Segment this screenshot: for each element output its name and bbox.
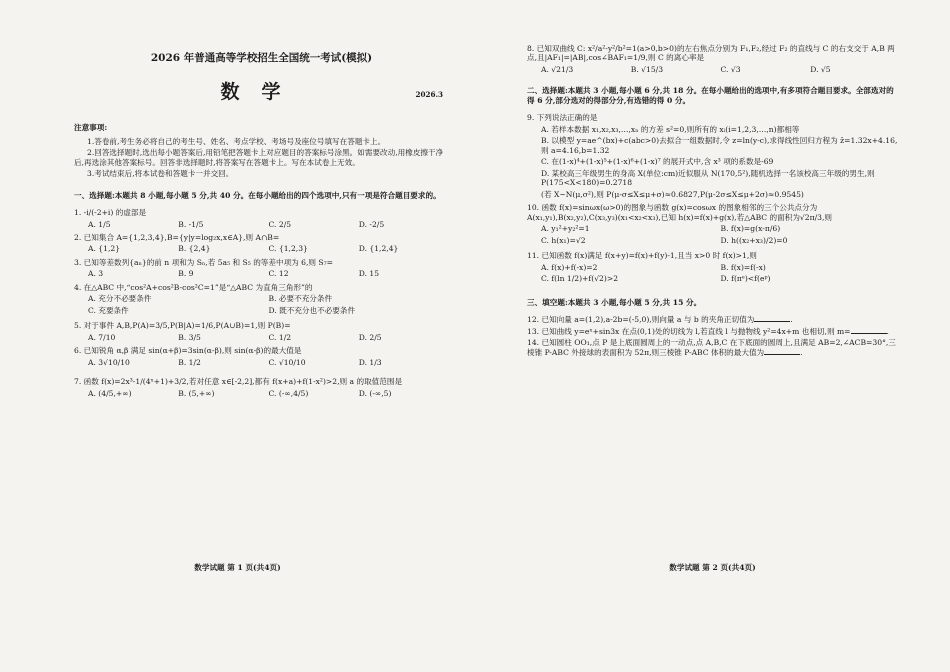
option: C. √10/10	[268, 357, 306, 367]
options-11	[541, 263, 900, 286]
option: D. 1/3	[358, 357, 382, 367]
option: C. 在(1-x)⁴+(1-x)⁵+(1-x)⁶+(1-x)⁷ 的展开式中,含 x³ 项的系数是-69	[541, 157, 774, 167]
option: D. f(πᵉ)<f(eᵖ)	[720, 274, 771, 284]
question-6: 6. 已知锐角 α,β 满足 sin(α+β)=3sin(α-β),则 sin(α-β)的最大值是	[74, 346, 302, 356]
option: D. h((x₂+x₃)/2)=0	[720, 235, 788, 245]
option: A. 若样本数据 x₁,x₂,x₃,…,xₙ 的方差 s²=0,则所有的 xᵢ(i=1,2,3,…,n)都相等	[541, 124, 800, 134]
option: B. -1/5	[178, 219, 204, 229]
answer-blank	[764, 354, 800, 355]
question-9: 9. 下列说法正确的是	[527, 113, 598, 123]
option: A. 充分不必要条件	[88, 294, 152, 304]
question-3: 3. 已知等差数列{aₙ}的前 n 项和为 Sₙ,若 5a₅ 和 S₅ 的等差中项为 6,则 S₇=	[74, 257, 334, 267]
notice-list	[74, 137, 449, 179]
options-8	[541, 65, 900, 74]
answer-blank	[754, 321, 790, 322]
notice-item: 2.回答选择题时,选出每小题答案后,用铅笔把答题卡上对应题目的答案标号涂黑。如需要改动,用橡皮擦干净后,再选涂其他答案标号。回答非选择题时,将答案写在答题卡上。写在本试卷上无效。	[74, 148, 444, 167]
subject-title: 数学	[220, 81, 303, 104]
section-heading-fill: 三、填空题:本题共 3 小题,每小题 5 分,共 15 分。	[527, 297, 702, 307]
option: A. 3	[88, 269, 104, 279]
option: C. √3	[720, 64, 741, 74]
option: C. 充要条件	[88, 305, 129, 315]
answer-blank	[851, 333, 887, 334]
option: A. {1,2}	[88, 244, 121, 254]
option: A. 7/10	[88, 332, 116, 342]
option: C. 1/2	[268, 332, 292, 342]
option: A. (4/5,+∞)	[88, 388, 132, 398]
page-footer: 数学试题 第 2 页(共4页)	[669, 562, 756, 572]
option: D. 15	[358, 269, 380, 279]
exam-title: 2026 年普通高等学校招生全国统一考试(模拟)	[150, 52, 373, 64]
option: B. 3/5	[178, 332, 201, 342]
options-6	[88, 358, 449, 367]
notice-item: 3.考试结束后,将本试卷和答题卡一并交回。	[87, 169, 234, 179]
options-3	[88, 269, 449, 278]
question-10: 10. 函数 f(x)=sinωx(ω>0)的图象与函数 g(x)=cosωx 的图象相邻的三个公共点分为 A(x₁,y₁),B(x₂,y₂),C(x₃,y₃)(x₁<x₂<x₃),已知 h(x)=f(x)+g(x),若△ABC 的面积为√2π/3,则	[527, 203, 832, 222]
question-14: 14. 已知圆柱 OO₁,点 P 是上底面圆周上的一动点,点 A,B,C 在下底面的圆周上,且满足 AB=2,∠ACB=30°,三棱锥 P-ABC 外接球的表面积为 52π,则三棱锥 P-ABC 体积的最大值为 .	[527, 338, 896, 357]
options-9	[541, 125, 900, 199]
question-text: 12. 已知向量 a=(1,2),a-2b=(-5,0),则向量 a 与 b 的夹角正切值为	[527, 315, 755, 325]
option: A. f(x)+f(-x)=2	[541, 262, 598, 272]
question-7: 7. 函数 f(x)=2x³-1/(4ˣ+1)+3/2,若对任意 x∈[-2,2],都有 f(x+a)+f(1-x²)>2,则 a 的取值范围是	[74, 377, 403, 387]
question-13: 13. 已知曲线 y=eˣ+sin3x 在点(0,1)处的切线为 l,若直线 l 与抛物线 y²=4x+m 也相切,则 m= .	[527, 326, 889, 336]
section-heading-choice: 一、选择题:本题共 8 小题,每小题 5 分,共 40 分。在每小题给出的四个选项中,只有一项是符合题目要求的。	[74, 190, 441, 200]
question-12: 12. 已知向量 a=(1,2),a-2b=(-5,0),则向量 a 与 b 的夹角正切值为 .	[527, 315, 793, 325]
question-2: 2. 已知集合 A={1,2,3,4},B={y|y=log₂x,x∈A},则 A∩B=	[74, 233, 280, 242]
option: D. {1,2,4}	[358, 244, 399, 254]
notice-item: 1.答卷前,考生务必将自己的考生号、姓名、考点学校、考场号及座位号填写在答题卡上。	[87, 136, 386, 146]
option: C. {1,2,3}	[268, 244, 308, 254]
question-5: 5. 对于事件 A,B,P(A)=3/5,P(B|A)=1/6,P(A∪B)=1,则 P(B)=	[74, 321, 291, 331]
option: B. f(x)=g(x-π/6)	[720, 224, 781, 234]
option: B. √15/3	[630, 64, 664, 74]
section-heading-multi: 二、选择题:本题共 3 小题,每小题 6 分,共 18 分。在每小题给出的选项中,有多项符合题目要求。全部选对的得 6 分,部分选对的得部分分,有选错的得 0 分。	[527, 86, 894, 105]
question-text: 14. 已知圆柱 OO₁,点 P 是上底面圆周上的一动点,点 A,B,C 在下底面的圆周上,且满足 AB=2,∠ACB=30°,三棱锥 P-ABC 外接球的表面积为 52π,则三棱锥 P-ABC 体积的最大值为	[527, 338, 896, 357]
option: A. 1/5	[88, 219, 111, 229]
exam-page-2	[475, 0, 950, 672]
option: C. h(x₁)=√2	[541, 235, 586, 245]
option-note: (若 X~N(μ,σ²),则 P(μ-σ≤X≤μ+σ)≈0.6827,P(μ-2σ≤X≤μ+2σ)≈0.9545)	[541, 189, 804, 199]
option: D. 某校高三年级男生的身高 X(单位:cm)近似服从 N(170,5²),随机选择一名该校高三年级的男生,则 P(175<X<180)=0.2718	[541, 168, 875, 188]
options-4	[88, 294, 449, 317]
options-10	[541, 224, 900, 247]
option: A. 3√10/10	[88, 357, 130, 367]
option: A. y₁²+y₂²=1	[541, 224, 590, 234]
option: C. (-∞,4/5)	[268, 388, 309, 398]
options-7	[88, 389, 449, 398]
options-5	[88, 333, 449, 342]
notice-heading: 注意事项:	[74, 123, 108, 133]
question-11: 11. 已知函数 f(x)满足 f(x+y)=f(x)+f(y)-1,且当 x>0 时 f(x)>1,则	[527, 251, 757, 261]
option: D. 既不充分也不必要条件	[268, 305, 356, 315]
option: B. (5,+∞)	[178, 388, 215, 398]
option: C. 2/5	[268, 219, 292, 229]
option: C. f(ln 1/2)+f(√2)>2	[541, 274, 619, 284]
option: B. 以模型 y=ae^(bx)+c(abc>0)去拟合一组数据时,令 z=ln(y-c),求得线性回归方程为 ẑ=1.32x+4.16,则 a=4.16,b=1.32	[541, 136, 898, 155]
question-4: 4. 在△ABC 中,“cos²A+cos²B-cos²C=1”是“△ABC 为直角三角形”的	[74, 282, 313, 292]
option: D. (-∞,5)	[358, 388, 392, 398]
option: B. 9	[178, 269, 194, 279]
option: A. √21/3	[541, 64, 574, 74]
option: D. 2/5	[358, 332, 382, 342]
question-1: 1. -i/(-2+i) 的虚部是	[74, 208, 147, 218]
question-8: 8. 已知双曲线 C: x²/a²-y²/b²=1(a>0,b>0)的左右焦点分别为 F₁,F₂,经过 F₂ 的直线与 C 的右支交于 A,B 两点,且|AF₁|=|AB|,cos∠BAF₁=1/9,则 C 的离心率是	[527, 44, 895, 63]
question-text: 13. 已知曲线 y=eˣ+sin3x 在点(0,1)处的切线为 l,若直线 l 与抛物线 y²=4x+m 也相切,则 m=	[527, 326, 851, 336]
option: B. f(x)=f(-x)	[720, 262, 766, 272]
option: B. {2,4}	[178, 244, 211, 254]
options-1	[88, 220, 449, 229]
options-2	[88, 244, 449, 253]
subject-row	[74, 81, 449, 111]
option: B. 1/2	[178, 357, 201, 367]
exam-date: 2026.3	[415, 90, 443, 100]
option: D. √5	[810, 64, 831, 74]
option: C. 12	[268, 269, 289, 279]
option: B. 必要不充分条件	[268, 294, 333, 304]
option: D. -2/5	[358, 219, 385, 229]
page-footer: 数学试题 第 1 页(共4页)	[194, 562, 281, 572]
